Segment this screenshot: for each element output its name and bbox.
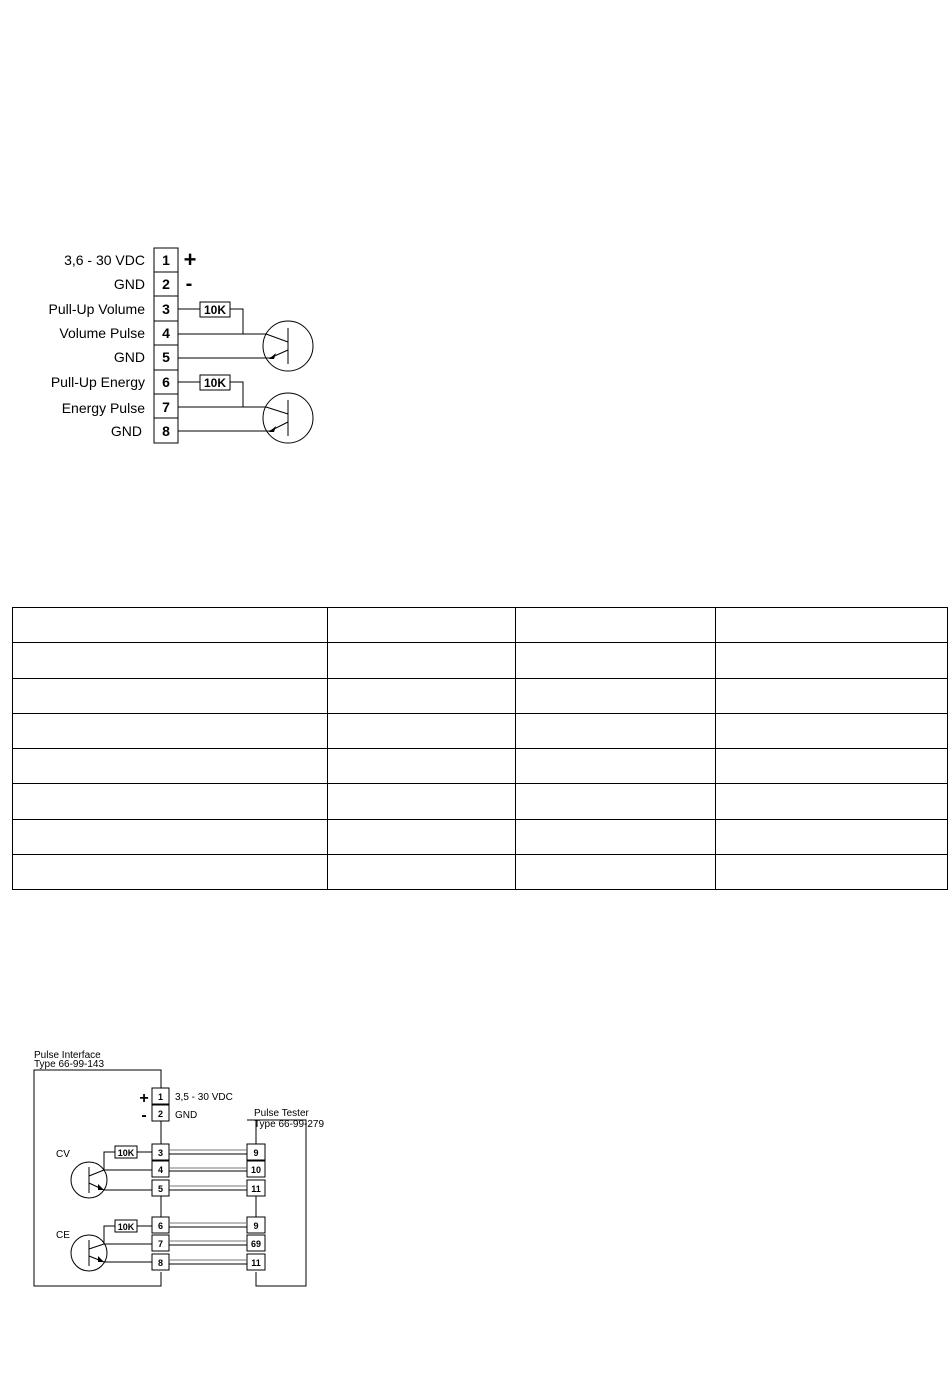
pin-7: 7 — [162, 399, 170, 415]
table-cell — [13, 678, 328, 713]
tester-type: Type 66-99-279 — [254, 1119, 325, 1130]
table-cell — [328, 643, 516, 678]
table-cell — [516, 678, 716, 713]
table-row — [13, 854, 948, 889]
resistor-cv-label: 10K — [117, 1148, 135, 1158]
table-cell — [328, 784, 516, 819]
cv-label: CV — [56, 1149, 70, 1160]
table-cell — [328, 854, 516, 889]
table-cell — [716, 749, 948, 784]
table-cell — [516, 819, 716, 854]
table-cell — [516, 784, 716, 819]
arrow-energy — [269, 426, 276, 432]
table-cell — [516, 749, 716, 784]
table-row — [13, 608, 948, 643]
label-gnd-3: GND — [110, 423, 142, 439]
resistor-volume-label: 10K — [203, 303, 227, 317]
iface-pin-4: 4 — [157, 1165, 164, 1175]
resistor-ce-label: 10K — [117, 1222, 135, 1232]
plus-sign-2: + — [139, 1090, 149, 1107]
pin-6: 6 — [162, 374, 170, 390]
pin-2: 2 — [162, 276, 170, 292]
table-cell — [328, 749, 516, 784]
pin-3: 3 — [162, 301, 170, 317]
table-cell — [716, 643, 948, 678]
gnd-label: GND — [175, 1110, 198, 1121]
iface-pin-7: 7 — [157, 1239, 164, 1249]
table-body — [13, 608, 948, 890]
label-energy-pulse: Energy Pulse — [61, 400, 145, 416]
table-cell — [13, 784, 328, 819]
minus-sign-2: - — [141, 1107, 147, 1124]
label-gnd-2: GND — [113, 349, 145, 365]
table-cell — [13, 608, 328, 643]
tester-pin-69: 69 — [250, 1239, 262, 1249]
iface-pin-3: 3 — [157, 1148, 164, 1158]
label-pullup-energy: Pull-Up Energy — [50, 374, 145, 390]
pin-5: 5 — [162, 349, 170, 365]
table-cell — [716, 678, 948, 713]
iface-pin-6: 6 — [157, 1221, 164, 1231]
table-cell — [716, 819, 948, 854]
plus-sign: + — [183, 247, 197, 272]
table-cell — [516, 643, 716, 678]
label-pullup-volume: Pull-Up Volume — [48, 301, 145, 317]
tester-title: Pulse Tester — [254, 1108, 309, 1119]
pin-4: 4 — [162, 325, 170, 341]
table-cell — [328, 819, 516, 854]
interface-type: Type 66-99-143 — [34, 1059, 105, 1070]
arrow-ce — [98, 1256, 104, 1262]
table-cell — [13, 819, 328, 854]
pin-8: 8 — [162, 423, 170, 439]
table-cell — [328, 608, 516, 643]
iface-pin-2: 2 — [157, 1109, 164, 1119]
pin-1: 1 — [162, 252, 170, 268]
table-row — [13, 749, 948, 784]
table-cell — [13, 713, 328, 748]
table-cell — [516, 713, 716, 748]
table-cell — [716, 608, 948, 643]
ce-label: CE — [56, 1230, 70, 1241]
iface-pin-5: 5 — [157, 1184, 164, 1194]
label-gnd-1: GND — [113, 276, 145, 292]
table-row — [13, 819, 948, 854]
tester-pin-9a: 9 — [253, 1148, 259, 1158]
table-cell — [716, 784, 948, 819]
table-row — [13, 643, 948, 678]
minus-sign: - — [185, 273, 193, 295]
table-cell — [328, 678, 516, 713]
connector-pinout-diagram — [0, 230, 360, 455]
label-supply: 3,6 - 30 VDC — [64, 252, 145, 268]
empty-table — [12, 607, 948, 890]
table-cell — [13, 643, 328, 678]
table-cell — [13, 854, 328, 889]
iface-pin-1: 1 — [157, 1092, 164, 1102]
table-row — [13, 678, 948, 713]
iface-pin-8: 8 — [157, 1258, 164, 1268]
supply-label: 3,5 - 30 VDC — [175, 1092, 233, 1103]
table-row — [13, 784, 948, 819]
tester-pin-11b: 11 — [251, 1258, 261, 1268]
table-cell — [716, 854, 948, 889]
table-cell — [516, 854, 716, 889]
pulse-wiring-diagram — [0, 1040, 360, 1300]
tester-pin-10: 10 — [250, 1165, 262, 1175]
table-cell — [516, 608, 716, 643]
table-cell — [716, 713, 948, 748]
label-volume-pulse: Volume Pulse — [59, 325, 145, 341]
table-cell — [13, 749, 328, 784]
tester-pin-11a: 11 — [251, 1184, 261, 1194]
resistor-energy-label: 10K — [203, 376, 227, 390]
tester-pin-9b: 9 — [253, 1221, 259, 1231]
table-row — [13, 713, 948, 748]
interface-title: Pulse Interface — [34, 1050, 101, 1061]
table-cell — [328, 713, 516, 748]
